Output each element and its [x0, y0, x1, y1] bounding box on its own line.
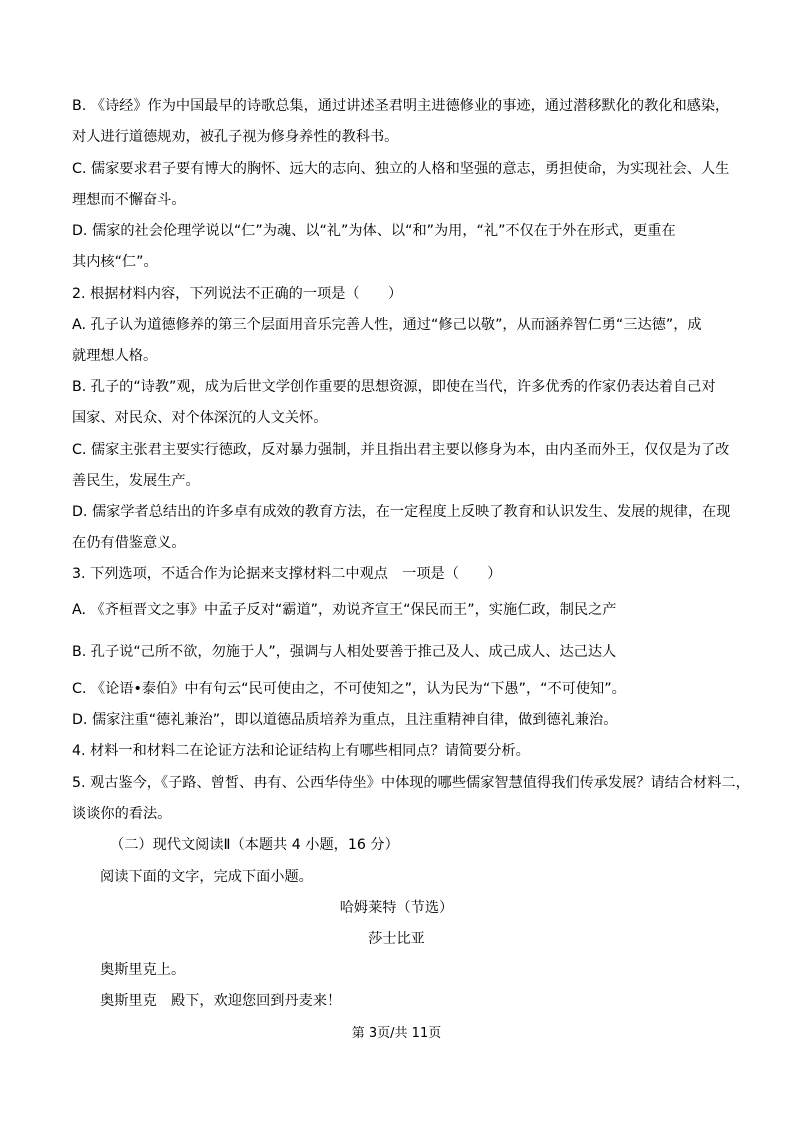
- q2-option-d-line-2: 在仍有借鉴意义。: [72, 535, 186, 551]
- q2-option-a-line-2: 就理想人格。: [72, 348, 158, 364]
- option-c-line-2: 理想而不懈奋斗。: [72, 192, 186, 208]
- dialogue-line: 奥斯里克 殿下，欢迎您回到丹麦来！: [100, 993, 342, 1009]
- reading-instruction: 阅读下面的文字，完成下面小题。: [100, 869, 313, 885]
- passage-author: 莎士比亚: [368, 931, 425, 947]
- question-3: 3. 下列选项，不适合作为论据来支撑材料二中观点 一项是（ ）: [72, 566, 502, 582]
- question-4: 4. 材料一和材料二在论证方法和论证结构上有哪些相同点？请简要分析。: [72, 743, 530, 759]
- option-d-line-1: D. 儒家的社会伦理学说以“仁”为魂、以“礼”为体、以“和”为用，“礼”不仅在于外在形式，更重在: [72, 223, 676, 239]
- q2-option-c-line-1: C. 儒家主张君主要实行德政，反对暴力强制，并且指出君主要以修身为本，由内圣而外王，仅仅是为了改: [72, 442, 730, 458]
- q3-option-c: C. 《论语•泰伯》中有句云“民可使由之，不可使知之”，认为民为“下愚”，“不可使知”。: [72, 681, 626, 697]
- question-2: 2. 根据材料内容，下列说法不正确的一项是（ ）: [72, 286, 403, 302]
- stage-direction: 奥斯里克上。: [100, 962, 186, 978]
- option-c-line-1: C. 儒家要求君子要有博大的胸怀、远大的志向、独立的人格和坚强的意志，勇担使命，为实现社会、人生: [72, 161, 730, 177]
- q2-option-c-line-2: 善民生，发展生产。: [72, 473, 200, 489]
- q3-option-a: A. 《齐桓晋文之事》中孟子反对“霸道”，劝说齐宣王“保民而王”，实施仁政，制民之产: [72, 602, 617, 618]
- page-number-footer: 第 3页/共 11页: [351, 1026, 442, 1041]
- q3-option-d: D. 儒家注重“德礼兼治”，即以道德品质培养为重点，且注重精神自律，做到德礼兼治。: [72, 712, 618, 728]
- q2-option-b-line-2: 国家、对民众、对个体深沉的人文关怀。: [72, 410, 328, 426]
- q2-option-a-line-1: A. 孔子认为道德修养的第三个层面用音乐完善人性，通过“修己以敬”，从而涵养智仁勇“三达德”，成: [72, 317, 702, 333]
- q3-option-b: B. 孔子说“己所不欲，勿施于人”，强调与人相处要善于推己及人、成己成人、达己达人: [72, 644, 617, 660]
- section-heading: （二）现代文阅读Ⅱ（本题共 4 小题，16 分）: [110, 837, 399, 853]
- option-b-line-2: 对人进行道德规劝，被孔子视为修身养性的教科书。: [72, 129, 399, 145]
- option-d-line-2: 其内核“仁”。: [72, 254, 158, 270]
- option-b-line-1: B. 《诗经》作为中国最早的诗歌总集，通过讲述圣君明主进德修业的事迹，通过潜移默化的教化和感染，: [72, 98, 730, 114]
- question-5-line-2: 谈谈你的看法。: [72, 806, 172, 822]
- q2-option-b-line-1: B. 孔子的“诗教”观，成为后世文学创作重要的思想资源，即使在当代，许多优秀的作家仍表达着自己对: [72, 379, 716, 395]
- question-5-line-1: 5. 观古鉴今，《子路、曾皙、冉有、公西华侍坐》中体现的哪些儒家智慧值得我们传承发展？请结合材料二，: [72, 775, 750, 791]
- q2-option-d-line-1: D. 儒家学者总结出的许多卓有成效的教育方法，在一定程度上反映了教育和认识发生、发展的规律，在现: [72, 504, 731, 520]
- passage-title: 哈姆莱特（节选）: [339, 900, 454, 916]
